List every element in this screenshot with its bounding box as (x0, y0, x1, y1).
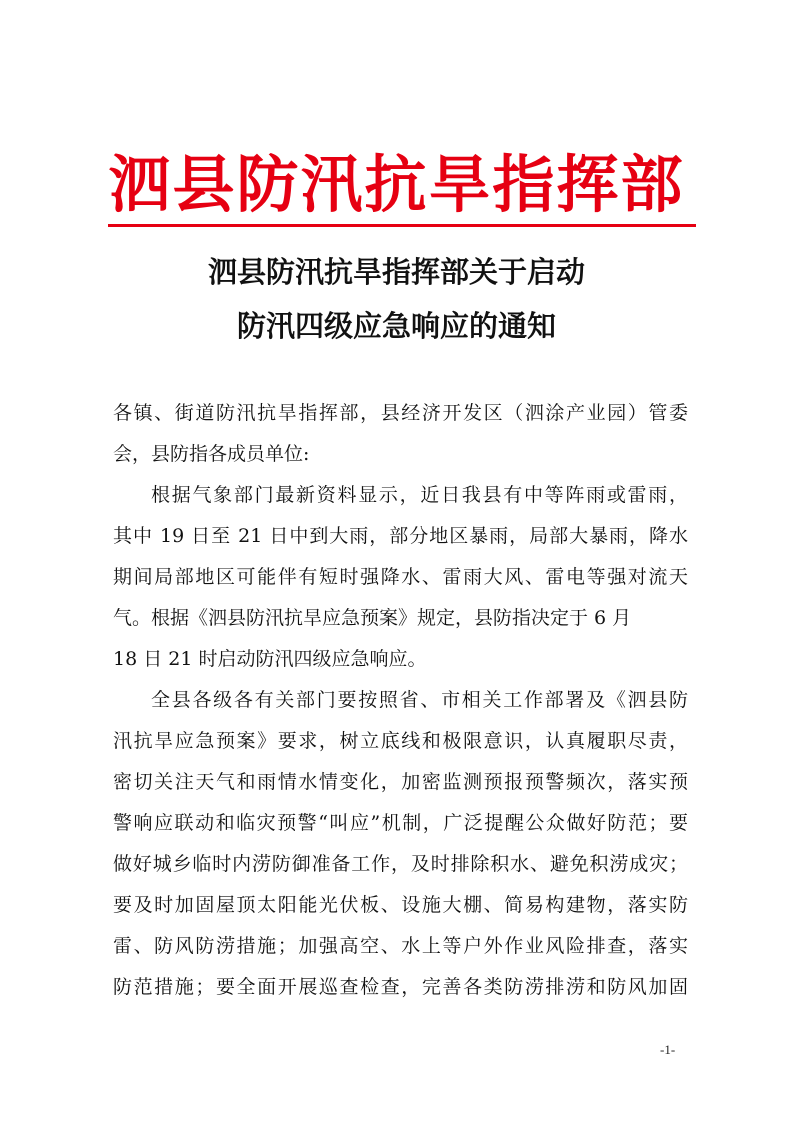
paragraph-line: 气。根据《泗县防汛抗旱应急预案》规定，县防指决定于 6 月 (113, 607, 632, 629)
salutation-line: 会，县防指各成员单位: (113, 443, 310, 465)
page-number: -1- (660, 1042, 676, 1057)
paragraph-line: 防范措施；要全面开展巡查检查，完善各类防涝排涝和防风加固 (113, 976, 688, 998)
salutation-line: 各镇、街道防汛抗旱指挥部，县经济开发区（泗涂产业园）管委 (113, 402, 688, 424)
paragraph-line: 密切关注天气和雨情水情变化，加密监测预报预警频次，落实预 (113, 771, 688, 793)
paragraph-line: 全县各级各有关部门要按照省、市相关工作部署及《泗县防 (151, 689, 688, 711)
paragraph-line: 雷、防风防涝措施；加强高空、水上等户外作业风险排查，落实 (113, 935, 688, 957)
paragraph-line: 警响应联动和临灾预警“叫应”机制，广泛提醒公众做好防范；要 (113, 812, 688, 834)
paragraph-weather (113, 475, 688, 680)
paragraph-line: 要及时加固屋顶太阳能光伏板、设施大棚、简易构建物，落实防 (113, 894, 688, 916)
paragraph-line: 18 日 21 时启动防汛四级应急响应。 (113, 648, 427, 670)
document-title-line-2: 防汛四级应急响应的通知 (236, 309, 556, 343)
paragraph-line: 其中 19 日至 21 日中到大雨，部分地区暴雨，局部大暴雨，降水 (113, 525, 688, 547)
paragraph-line: 汛抗旱应急预案》要求，树立底线和极限意识，认真履职尽责， (113, 730, 688, 752)
paragraph-requirements (113, 680, 688, 1008)
masthead-organization: 泗县防汛抗旱指挥部 (108, 148, 685, 221)
red-header-rule (108, 224, 696, 227)
document-title-line-1: 泗县防汛抗旱指挥部关于启动 (207, 255, 585, 289)
paragraph-line: 根据气象部门最新资料显示，近日我县有中等阵雨或雷雨， (151, 484, 688, 506)
salutation (113, 393, 688, 475)
paragraph-line: 做好城乡临时内涝防御准备工作，及时排除积水、避免积涝成灾； (113, 853, 688, 875)
paragraph-line: 期间局部地区可能伴有短时强降水、雷雨大风、雷电等强对流天 (113, 566, 688, 588)
document-body (113, 393, 688, 1008)
